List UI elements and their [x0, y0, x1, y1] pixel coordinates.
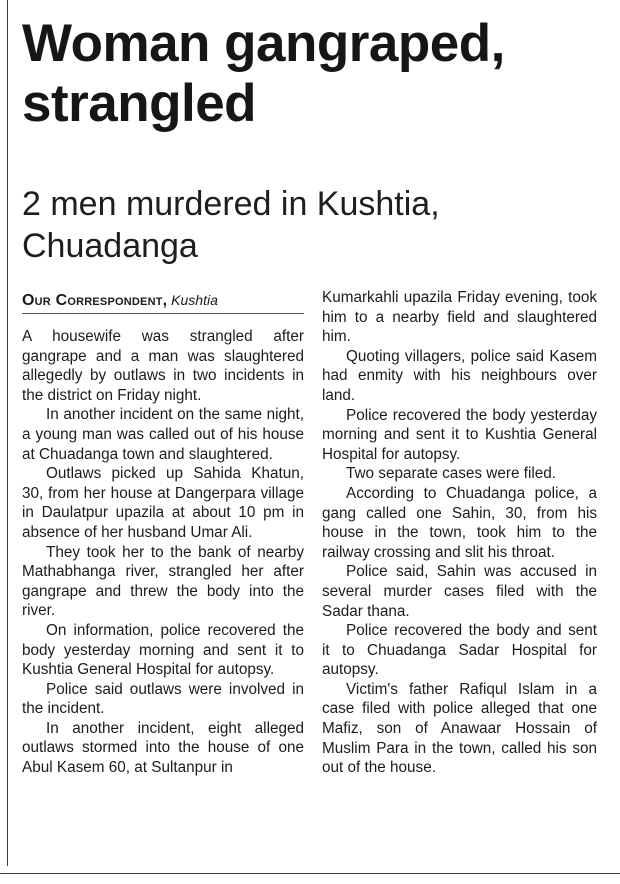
- paragraph: In another incident, eight alleged outlaws stormed into the house of one Abul Kasem 60, at Sultanpur in: [22, 719, 304, 777]
- paragraph: Police said outlaws were involved in the incident.: [22, 680, 304, 718]
- paragraph: Victim's father Rafiqul Islam in a case filed with police alleged that one Mafiz, son of Anawaar Hossain of Muslim Para in the town, called his son out of the house.: [322, 680, 597, 777]
- paragraph: Quoting villagers, police said Kasem had enmity with his neighbours over land.: [322, 347, 597, 404]
- paragraph: Two separate cases were filed.: [346, 465, 557, 483]
- paragraph: According to Chuadanga police, a gang called one Sahin, 30, from his house in the town, took him to the railway crossing and slit his throat.: [322, 484, 597, 561]
- bottom-page-rule: [0, 873, 620, 874]
- article-column-2: [322, 288, 597, 778]
- paragraph: On information, police recovered the body yesterday morning and sent it to Kushtia General Hospital for autopsy.: [22, 621, 304, 679]
- paragraph: Police recovered the body and sent it to Chuadanga Sadar Hospital for autopsy.: [322, 622, 597, 679]
- byline-location: Kushtia: [171, 292, 218, 308]
- paragraph: Police recovered the body yesterday morning and sent it to Kushtia General Hospital for autopsy.: [322, 406, 597, 463]
- paragraph: In another incident on the same night, a young man was called out of his house at Chuadanga town and slaughtered.: [22, 406, 304, 463]
- paragraph: A housewife was strangled after gangrape and a man was slaughtered allegedly by outlaws in two incidents in the district on Friday night.: [22, 328, 304, 404]
- paragraph: Kumarkahli upazila Friday evening, took him to a nearby field and slaughtered him.: [322, 289, 597, 346]
- article-headline: Woman gangraped, strangled: [22, 14, 505, 133]
- paragraph: They took her to the bank of nearby Mathabhanga river, strangled her after gangrape and threw the body into the river.: [22, 543, 304, 620]
- byline-divider: [22, 313, 304, 314]
- byline: [22, 290, 302, 311]
- left-column-rule: [7, 0, 8, 866]
- paragraph: Police said, Sahin was accused in several murder cases filed with the Sadar thana.: [322, 563, 597, 620]
- byline-author: Our Correspondent,: [22, 292, 168, 309]
- paragraph: Outlaws picked up Sahida Khatun, 30, from her house at Dangerpara village in Daulatpur upazila at about 10 pm in absence of her husband Umar Ali.: [22, 465, 304, 541]
- article-column-1: [22, 327, 304, 778]
- article-subheadline: 2 men murdered in Kushtia, Chuadanga: [22, 185, 440, 265]
